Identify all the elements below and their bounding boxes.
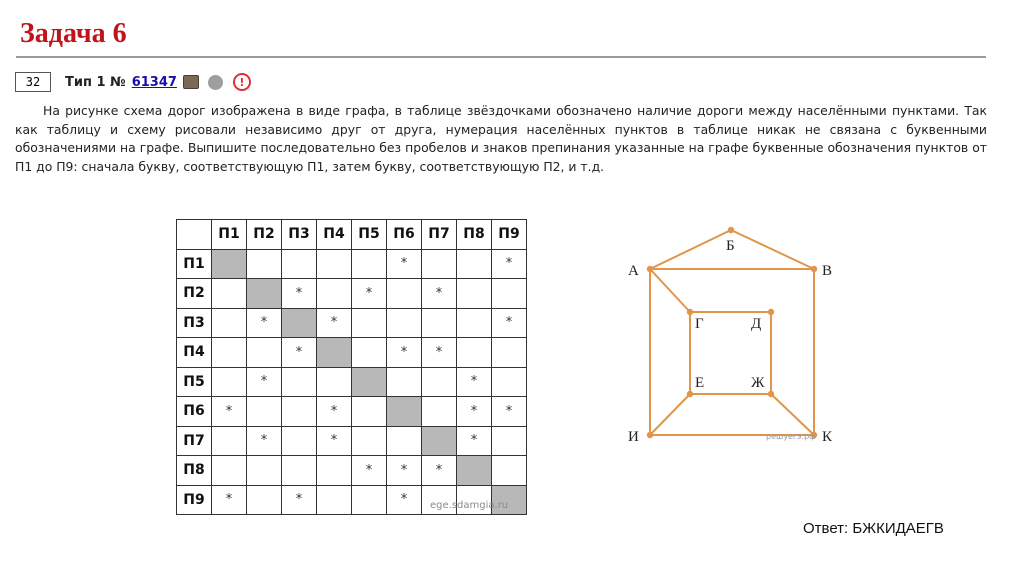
graph-edge (650, 230, 731, 269)
table-row (177, 249, 527, 279)
warning-icon[interactable]: ! (233, 73, 251, 91)
table-cell (317, 367, 352, 397)
title-divider (16, 56, 986, 58)
diagonal-cell (457, 456, 492, 486)
table-cell (387, 308, 422, 338)
table-cell: * (317, 308, 352, 338)
table-cell: * (422, 279, 457, 309)
row-header: П1 (177, 249, 212, 279)
diagonal-cell (212, 249, 247, 279)
table-cell: * (247, 367, 282, 397)
row-header: П4 (177, 338, 212, 368)
table-cell (352, 338, 387, 368)
table-cell (352, 426, 387, 456)
table-cell: * (387, 456, 422, 486)
table-cell (212, 308, 247, 338)
diagonal-cell (317, 338, 352, 368)
table-cell: * (387, 338, 422, 368)
row-header: П6 (177, 397, 212, 427)
table-cell (317, 485, 352, 515)
table-cell: * (457, 426, 492, 456)
table-cell (282, 397, 317, 427)
table-cell (352, 397, 387, 427)
road-graph (620, 220, 850, 460)
table-row (177, 338, 527, 368)
table-row (177, 308, 527, 338)
graph-node-label: А (628, 263, 639, 279)
table-cell: * (282, 338, 317, 368)
table-cell (422, 249, 457, 279)
slide-title: Задача 6 (20, 18, 127, 49)
table-cell (247, 456, 282, 486)
table-cell: * (352, 279, 387, 309)
table-cell: * (492, 397, 527, 427)
table-cell (492, 367, 527, 397)
folder-icon[interactable] (183, 75, 199, 89)
row-header: П7 (177, 426, 212, 456)
row-header: П2 (177, 279, 212, 309)
circle-icon[interactable] (208, 75, 223, 90)
table-cell (492, 338, 527, 368)
table-row (177, 456, 527, 486)
table-cell (317, 456, 352, 486)
table-cell: * (317, 397, 352, 427)
table-cell (387, 279, 422, 309)
table-cell: * (212, 397, 247, 427)
graph-node-label: В (822, 263, 833, 279)
graph-node (687, 309, 693, 315)
table-row (177, 367, 527, 397)
column-header: П8 (457, 220, 492, 250)
column-header: П7 (422, 220, 457, 250)
diagonal-cell (422, 426, 457, 456)
table-cell: * (212, 485, 247, 515)
task-id-link[interactable]: 61347 (131, 74, 177, 90)
table-cell: * (422, 338, 457, 368)
table-cell (492, 426, 527, 456)
table-cell (212, 426, 247, 456)
table-cell (492, 279, 527, 309)
table-cell: * (492, 308, 527, 338)
row-header: П3 (177, 308, 212, 338)
graph-edge (731, 230, 814, 269)
table-cell: * (422, 456, 457, 486)
table-cell (247, 397, 282, 427)
table-cell (282, 367, 317, 397)
graph-node (811, 266, 817, 272)
table-cell (282, 426, 317, 456)
table-cell: * (457, 397, 492, 427)
table-row (177, 279, 527, 309)
table-cell (212, 279, 247, 309)
table-cell: * (387, 485, 422, 515)
table-cell: * (387, 249, 422, 279)
table-cell: * (247, 308, 282, 338)
column-header: П3 (282, 220, 317, 250)
graph-node (728, 227, 734, 233)
table-cell (247, 249, 282, 279)
graph-node (647, 266, 653, 272)
table-cell: * (282, 485, 317, 515)
table-cell (282, 249, 317, 279)
graph-node (687, 391, 693, 397)
graph-node-label: Ж (751, 375, 765, 391)
table-cell (352, 308, 387, 338)
diagonal-cell (282, 308, 317, 338)
task-description: На рисунке схема дорог изображена в виде графа, в таблице звёздочками обозначено наличие дороги между населёнными пунктами. Так как таблицу и схему рисовали независимо друг от друга, нумерация населённых пунктов в таблице никак не связана с буквенными обозначениями на графе. Выпишите последовательно без пробелов и знаков препинания указанные на графе буквенные обозначения пунктов от П1 до П9: сначала букву, соответствующую П1, затем букву, соответствующую П2, и т.д. (15, 103, 987, 174)
table-cell (422, 308, 457, 338)
graph-node (768, 309, 774, 315)
table-cell: * (317, 426, 352, 456)
row-header: П9 (177, 485, 212, 515)
table-cell (422, 367, 457, 397)
column-header: П4 (317, 220, 352, 250)
graph-edge (650, 394, 690, 435)
graph-edge (650, 269, 690, 312)
task-number-badge: 32 (15, 72, 51, 92)
table-cell (422, 397, 457, 427)
row-header: П5 (177, 367, 212, 397)
table-cell (212, 338, 247, 368)
table-cell (247, 485, 282, 515)
answer-text: Ответ: БЖКИДАЕГВ (803, 520, 944, 537)
task-header (15, 71, 251, 93)
table-cell (352, 249, 387, 279)
row-header: П8 (177, 456, 212, 486)
table-cell (457, 249, 492, 279)
table-cell (247, 338, 282, 368)
column-header: П9 (492, 220, 527, 250)
table-cell (282, 456, 317, 486)
graph-node-label: К (822, 429, 833, 445)
table-row (177, 397, 527, 427)
table-cell: * (492, 249, 527, 279)
table-cell (492, 456, 527, 486)
diagonal-cell (352, 367, 387, 397)
graph-node (768, 391, 774, 397)
table-cell (212, 367, 247, 397)
diagonal-cell (247, 279, 282, 309)
graph-node-label: Д (751, 316, 762, 332)
column-header: П1 (212, 220, 247, 250)
graph-node (647, 432, 653, 438)
column-header: П2 (247, 220, 282, 250)
table-cell (457, 338, 492, 368)
table-cell (387, 426, 422, 456)
table-watermark: ege.sdamgia.ru (430, 500, 509, 511)
graph-node-label: Е (695, 375, 705, 391)
table-cell: * (352, 456, 387, 486)
graph-edge (771, 394, 814, 435)
graph-node-label: Г (695, 316, 704, 332)
table-cell: * (457, 367, 492, 397)
column-header: П6 (387, 220, 422, 250)
table-cell (212, 456, 247, 486)
diagonal-cell (387, 397, 422, 427)
table-cell: * (247, 426, 282, 456)
table-cell (317, 249, 352, 279)
table-header-row (177, 220, 527, 250)
table-cell (457, 308, 492, 338)
table-cell (457, 279, 492, 309)
table-row (177, 426, 527, 456)
table-cell (317, 279, 352, 309)
column-header: П5 (352, 220, 387, 250)
table-cell (387, 367, 422, 397)
graph-node-label: И (628, 429, 639, 445)
table-corner-cell (177, 220, 212, 250)
table-cell: * (282, 279, 317, 309)
table-cell (352, 485, 387, 515)
adjacency-table (176, 219, 527, 515)
task-type-label: Тип 1 № (65, 74, 126, 90)
graph-watermark: решуегэ.рф (766, 432, 817, 441)
graph-node-label: Б (726, 238, 735, 254)
